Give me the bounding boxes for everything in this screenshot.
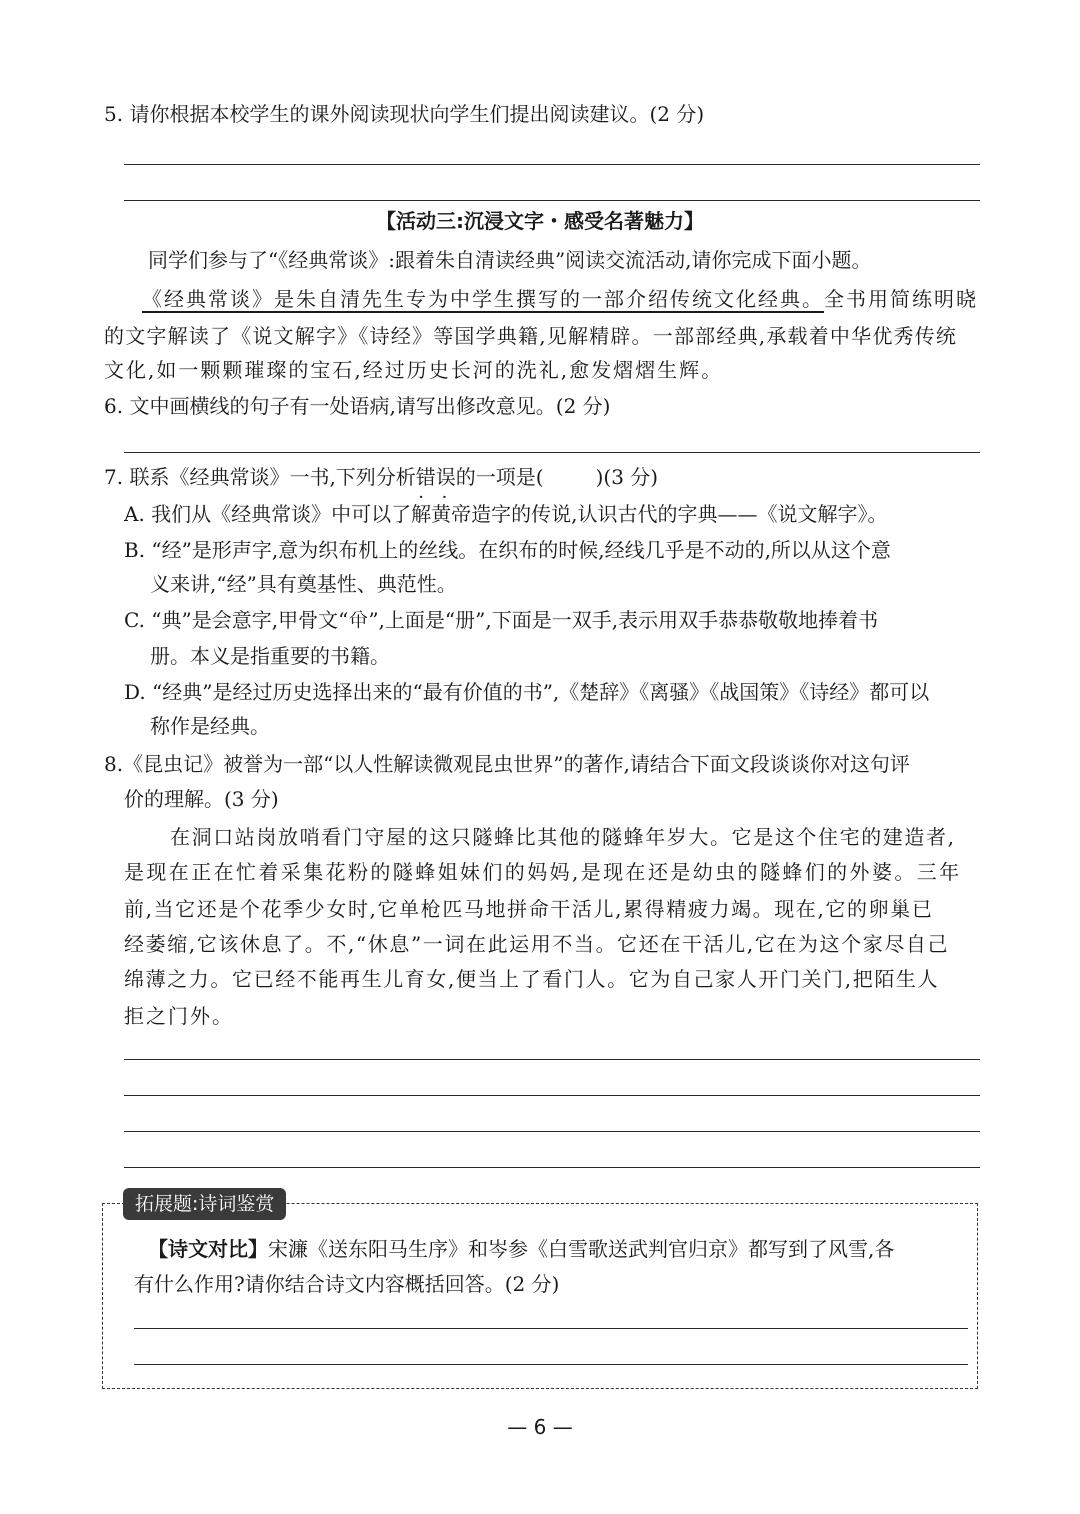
- extension-label: 拓展题:诗词鉴赏: [123, 1188, 286, 1220]
- answer-line[interactable]: [124, 1131, 980, 1132]
- passage-line-1: [142, 284, 978, 314]
- excerpt-line-3: 前,当它还是个花季少女时,它单枪匹马地拼命干活儿,累得精疲力竭。现在,它的卵巢已: [124, 897, 934, 921]
- extension-question-line-1: [148, 1234, 894, 1264]
- activity-3-intro: 同学们参与了“《经典常谈》:跟着朱自清读经典”阅读交流活动,请你完成下面小题。: [148, 248, 872, 272]
- question-8-stem-line-2: 价的理解。(3 分): [124, 787, 279, 811]
- option-d-line-1: D. “经典”是经过历史选择出来的“最有价值的书”,《楚辞》《离骚》《战国策》《诗经》都可以: [124, 680, 930, 704]
- passage-line-2: 的文字解读了《说文解字》《诗经》等国学典籍,见解精辟。一部部经典,承载着中华优秀传统: [104, 324, 958, 348]
- question-8-stem-line-1: 8.《昆虫记》被誉为一部“以人性解读微观昆虫世界”的著作,请结合下面文段谈谈你对这句评: [104, 752, 910, 776]
- q7-stem-before: 7. 联系《经典常谈》一书,下列分析: [104, 465, 416, 489]
- answer-line[interactable]: [124, 1059, 980, 1060]
- option-c-line-2: 册。本义是指重要的书籍。: [150, 644, 390, 668]
- activity-3-title: 【活动三:沉浸文字・感受名著魅力】: [376, 209, 704, 233]
- passage-line-3: 文化,如一颗颗璀璨的宝石,经过历史长河的洗礼,愈发熠熠生辉。: [104, 358, 724, 382]
- question-7-stem: [104, 462, 658, 492]
- answer-line[interactable]: [124, 1167, 980, 1168]
- option-b-line-2: 义来讲,“经”具有奠基性、典范性。: [150, 572, 457, 596]
- answer-line[interactable]: [124, 1095, 980, 1096]
- answer-line[interactable]: [124, 452, 980, 453]
- excerpt-line-2: 是现在正在忙着采集花粉的隧蜂姐妹们的妈妈,是现在还是幼虫的隧蜂们的外婆。三年: [124, 860, 962, 884]
- extension-question-line-2: 有什么作用?请你结合诗文内容概括回答。(2 分): [134, 1272, 560, 1296]
- option-a: A. 我们从《经典常谈》中可以了解黄帝造字的传说,认识古代的字典——《说文解字》。: [124, 502, 888, 526]
- q7-emphasis-word: 错误 · ·: [416, 465, 456, 489]
- passage-line-1-rest: 全书用简练明晓: [824, 287, 978, 311]
- underlined-sentence: 《经典常谈》是朱自清先生专为中学生撰写的一部介绍传统文化经典。: [142, 287, 824, 311]
- excerpt-line-4: 经萎缩,它该休息了。不,“休息”一词在此运用不当。它还在干活儿,它在为这个家尽自己: [124, 932, 950, 956]
- q7-stem-end: )(3 分): [595, 465, 659, 489]
- option-b-line-1: B. “经”是形声字,意为织布机上的丝线。在织布的时候,经线几乎是不动的,所以从这个意: [124, 538, 891, 562]
- q7-stem-after: 的一项是(: [455, 465, 544, 489]
- excerpt-line-1: 在洞口站岗放哨看门守屋的这只隧蜂比其他的隧蜂年岁大。它是这个住宅的建造者,: [170, 825, 956, 849]
- page-number: — 6 —: [507, 1415, 573, 1439]
- answer-line[interactable]: [134, 1364, 968, 1365]
- question-6: 6. 文中画横线的句子有一处语病,请写出修改意见。(2 分): [104, 394, 611, 418]
- option-d-line-2: 称作是经典。: [150, 714, 270, 738]
- excerpt-line-5: 绵薄之力。它已经不能再生儿育女,便当上了看门人。它为自己家人开门关门,把陌生人: [124, 967, 940, 991]
- comparison-tag: 【诗文对比】: [148, 1237, 268, 1261]
- option-c-line-1: C. “典”是会意字,甲骨文“𠔈”,上面是“册”,下面是一双手,表示用双手恭恭敬敬地捧着书: [124, 608, 879, 632]
- question-5: 5. 请你根据本校学生的课外阅读现状向学生们提出阅读建议。(2 分): [104, 102, 705, 126]
- extension-question-text: 宋濂《送东阳马生序》和岑参《白雪歌送武判官归京》都写到了风雪,各: [268, 1237, 895, 1261]
- answer-line[interactable]: [134, 1328, 968, 1329]
- answer-line[interactable]: [124, 200, 980, 201]
- excerpt-line-6: 拒之门外。: [124, 1004, 234, 1028]
- answer-line[interactable]: [124, 164, 980, 165]
